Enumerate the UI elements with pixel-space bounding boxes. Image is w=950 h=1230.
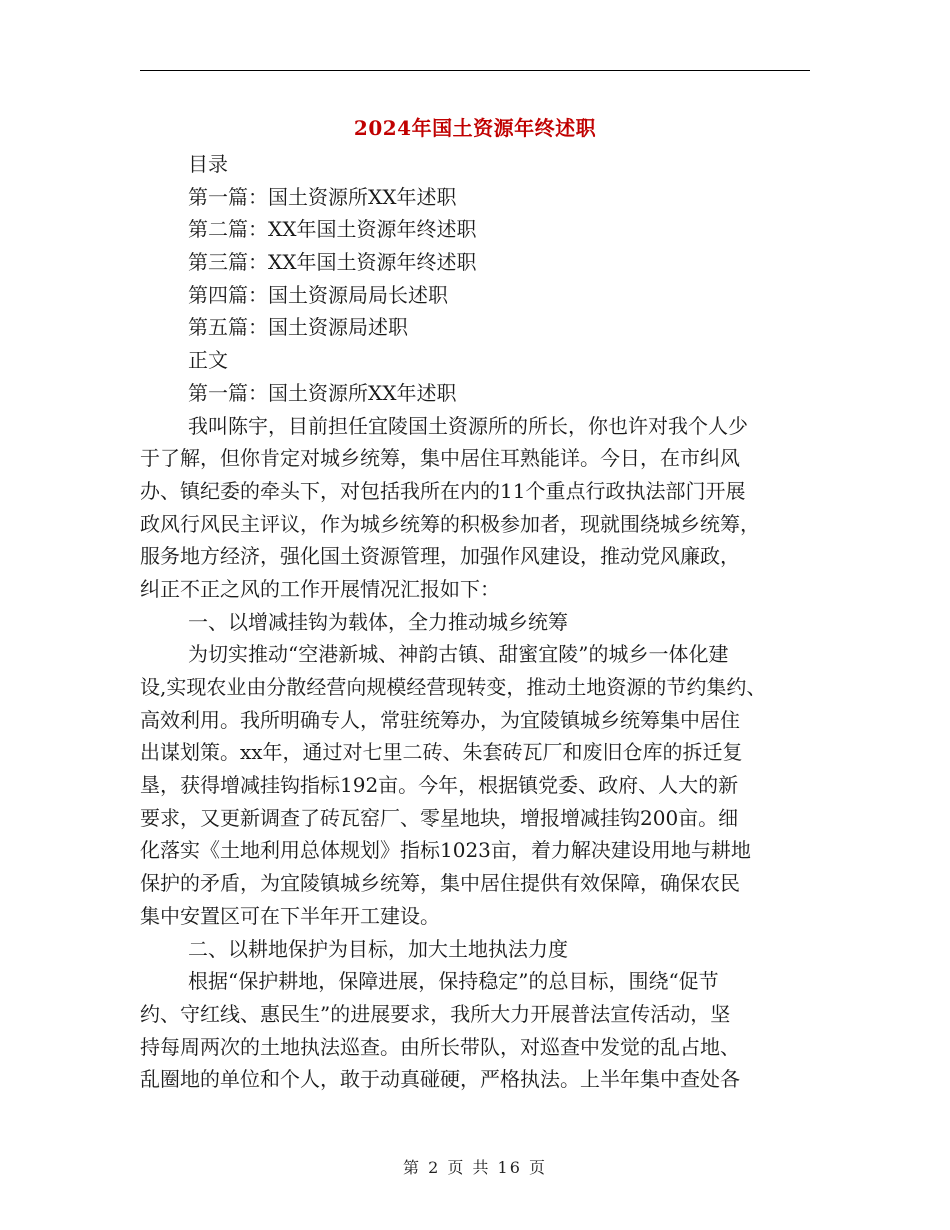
- text-line: 第三篇：XX年国土资源年终述职: [188, 250, 477, 275]
- text-line: 第二篇：XX年国土资源年终述职: [188, 217, 477, 242]
- text-line: 目录: [188, 152, 228, 176]
- text-line: 要求，又更新调查了砖瓦窑厂、零星地块，增报增减挂钩200亩。细: [140, 805, 739, 830]
- text-line: 第五篇：国土资源局述职: [188, 315, 408, 340]
- text-line: 化落实《土地利用总体规划》指标1023亩，着力解决建设用地与耕地: [140, 838, 751, 863]
- header-rule: [140, 70, 810, 71]
- text-line: 正文: [188, 348, 228, 373]
- text-line: 一、以增减挂钩为载体，全力推动城乡统筹: [188, 609, 568, 634]
- text-line: 我叫陈宇，目前担任宜陵国土资源所的所长，你也许对我个人少: [188, 413, 748, 438]
- text-line: 服务地方经济，强化国土资源管理，加强作风建设，推动党风廉政，: [140, 544, 740, 569]
- text-line: 保护的矛盾，为宜陵镇城乡统筹，集中居住提供有效保障，确保农民: [140, 871, 740, 896]
- text-line: 根据“保护耕地，保障进展，保持稳定”的总目标，围绕“促节: [188, 969, 719, 994]
- text-line: 于了解，但你肯定对城乡统筹，集中居住耳熟能详。今日，在市纠风: [140, 446, 740, 471]
- text-line: 集中安置区可在下半年开工建设。: [140, 903, 440, 928]
- text-line: 为切实推动“空港新城、神韵古镇、甜蜜宜陵”的城乡一体化建: [188, 642, 729, 667]
- document-body: [140, 148, 810, 1096]
- text-line: 约、守红线、惠民生”的进展要求，我所大力开展普法宣传活动，坚: [140, 1001, 731, 1026]
- text-line: 出谋划策。xx年，通过对七里二砖、朱套砖瓦厂和废旧仓库的拆迁复: [140, 740, 743, 765]
- text-line: 办、镇纪委的牵头下，对包括我所在内的11个重点行政执法部门开展: [140, 478, 746, 503]
- text-line: 设,实现农业由分散经营向规模经营现转变，推动土地资源的节约集约、: [140, 675, 767, 699]
- text-line: 第一篇：国土资源所XX年述职: [188, 184, 457, 209]
- text-line: 二、以耕地保护为目标，加大土地执法力度: [188, 936, 568, 961]
- text-line: 第四篇：国土资源局局长述职: [188, 282, 448, 307]
- text-line: 乱圈地的单位和个人，敢于动真碰硬，严格执法。上半年集中查处各: [140, 1067, 740, 1092]
- text-line: 第一篇：国土资源所XX年述职: [188, 380, 457, 405]
- text-line: 纠正不正之风的工作开展情况汇报如下：: [140, 576, 500, 601]
- page-footer: 第 2 页 共 16 页: [403, 1158, 547, 1177]
- text-line: 高效利用。我所明确专人，常驻统筹办，为宜陵镇城乡统筹集中居住: [140, 707, 740, 732]
- text-line: 垦，获得增减挂钩指标192亩。今年，根据镇党委、政府、人大的新: [140, 773, 739, 798]
- text-line: 持每周两次的土地执法巡查。由所长带队，对巡查中发觉的乱占地、: [140, 1034, 740, 1059]
- document-title: 2024年国土资源年终述职: [353, 116, 597, 140]
- text-line: 政风行风民主评议，作为城乡统筹的积极参加者，现就围绕城乡统筹，: [140, 511, 760, 536]
